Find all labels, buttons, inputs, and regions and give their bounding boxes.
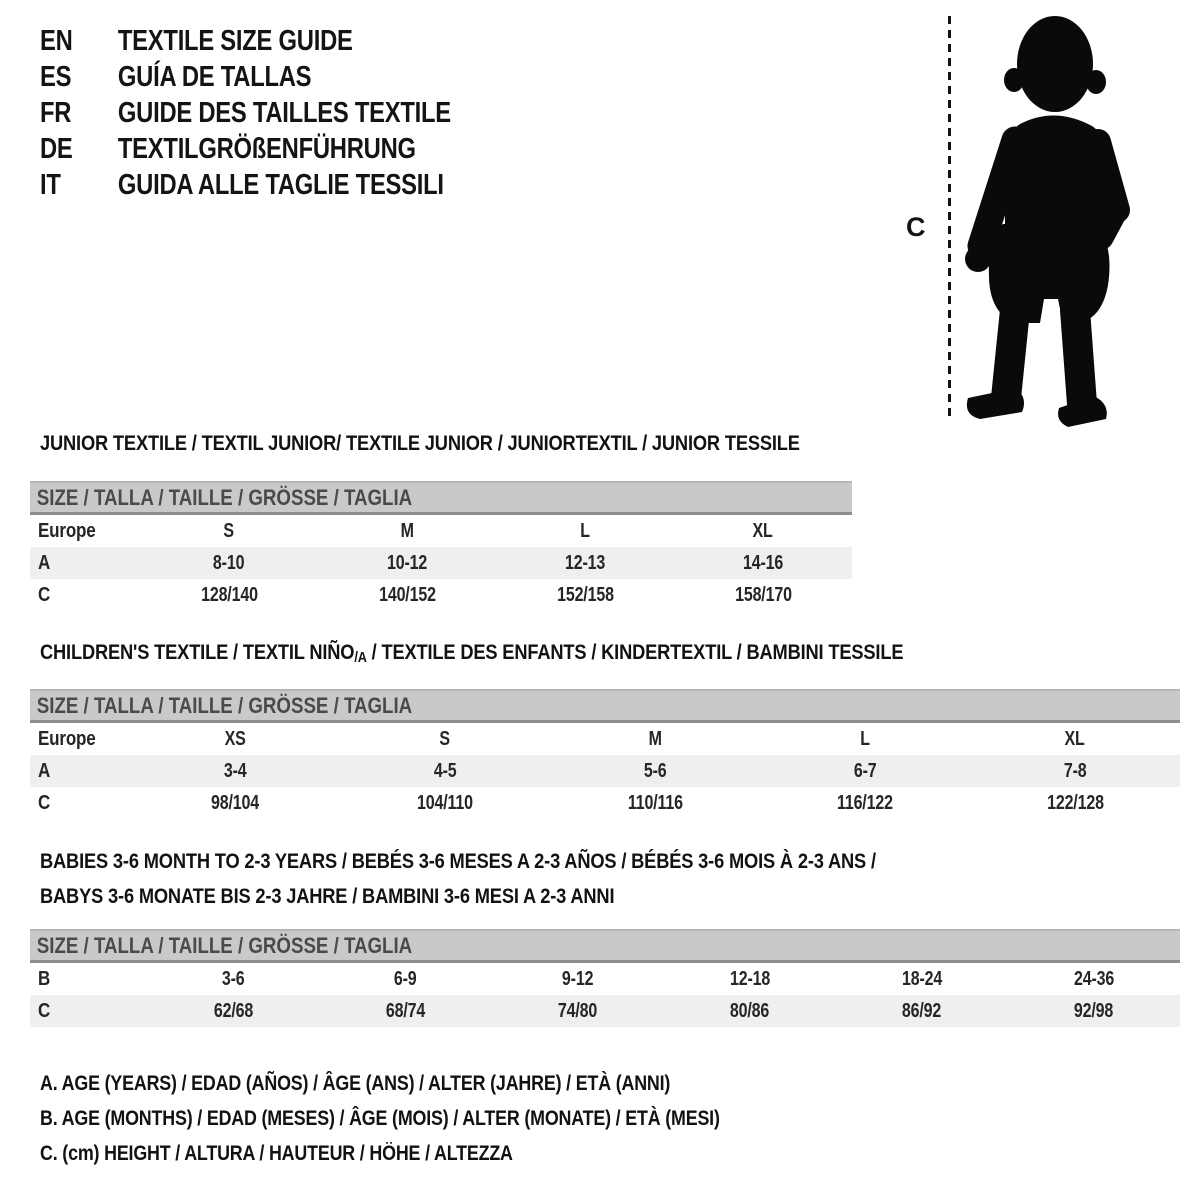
value-cell: 80/86 [729, 999, 770, 1022]
row-label-cell: C [38, 999, 51, 1022]
language-title-list [40, 23, 541, 203]
toddler-silhouette-icon [958, 12, 1138, 434]
size-cell: L [580, 519, 590, 542]
children-size-table [30, 689, 1180, 819]
size-cell: XL [752, 519, 774, 542]
value-cell: 110/116 [627, 791, 683, 814]
language-code: FR [40, 96, 72, 129]
value-cell: 18-24 [901, 967, 942, 990]
size-header-bar: SIZE / TALLA / TAILLE / GRÖSSE / TAGLIA [30, 689, 1180, 723]
value-cell: 92/98 [1074, 999, 1114, 1022]
legend-line-b: B. AGE (MONTHS) / EDAD (MESES) / ÂGE (MOIS) / ALTER (MONATE) / ETÀ (MESI) [40, 1106, 720, 1130]
legend-line-c: C. (cm) HEIGHT / ALTURA / HAUTEUR / HÖHE / ALTEZZA [40, 1141, 513, 1165]
value-cell: 122/128 [1046, 791, 1104, 814]
height-measure-label: C [906, 212, 926, 242]
size-cell: XS [224, 727, 246, 750]
table-row-age [30, 547, 852, 579]
value-cell: 10-12 [386, 551, 428, 574]
region-label-cell: Europe [38, 519, 96, 542]
guide-title: TEXTILGRÖßENFÜHRUNG [117, 132, 416, 165]
babies-size-table [30, 929, 1180, 1027]
guide-title: GUIDE DES TAILLES TEXTILE [117, 96, 451, 129]
value-cell: 62/68 [213, 999, 253, 1022]
value-cell: 5-6 [643, 759, 667, 782]
size-cell: L [860, 727, 870, 750]
table-row-months [30, 963, 1180, 995]
value-cell: 9-12 [561, 967, 594, 990]
value-cell: 128/140 [200, 583, 258, 606]
value-cell: 8-10 [213, 551, 245, 574]
legend-line-a: A. AGE (YEARS) / EDAD (AÑOS) / ÂGE (ANS) / ALTER (JAHRE) / ETÀ (ANNI) [40, 1071, 671, 1095]
value-cell: 12-13 [564, 551, 606, 574]
guide-title: GUIDA ALLE TAGLIE TESSILI [117, 168, 444, 201]
guide-title: GUÍA DE TALLAS [117, 60, 312, 93]
measurement-legend [40, 1066, 840, 1171]
region-label-cell: Europe [38, 727, 96, 750]
value-cell: 140/152 [378, 583, 436, 606]
value-cell: 3-6 [221, 967, 245, 990]
value-cell: 158/170 [734, 583, 792, 606]
value-cell: 14-16 [742, 551, 784, 574]
height-dashed-line [948, 16, 951, 418]
table-row-sizes [30, 723, 1180, 755]
size-header-bar: SIZE / TALLA / TAILLE / GRÖSSE / TAGLIA [30, 929, 1180, 963]
junior-size-table [30, 481, 852, 611]
language-row-fr [40, 95, 451, 131]
language-row-de [40, 131, 451, 167]
section-heading-babies: BABIES 3-6 MONTH TO 2-3 YEARS / BEBÉS 3-6 MESES A 2-3 AÑOS / BÉBÉS 3-6 MOIS À 2-3 ANS / BABYS 3-6 MONATE BIS 2-3 JAHRE / BAMBINI 3-6 MESI A 2-3 ANNI [40, 849, 876, 908]
size-cell: S [223, 519, 235, 542]
table-row-height [30, 995, 1180, 1027]
table-row-age [30, 755, 1180, 787]
language-row-it [40, 167, 451, 203]
size-cell: S [439, 727, 451, 750]
size-cell: M [648, 727, 662, 750]
value-cell: 12-18 [729, 967, 770, 990]
row-label-cell: B [38, 967, 51, 990]
language-code: DE [40, 132, 73, 165]
row-label-cell: A [38, 551, 51, 574]
table-row-height [30, 579, 852, 611]
value-cell: 6-7 [853, 759, 877, 782]
guide-title: TEXTILE SIZE GUIDE [117, 24, 353, 57]
language-code: IT [40, 168, 61, 201]
size-cell: M [400, 519, 414, 542]
size-cell: XL [1064, 727, 1086, 750]
value-cell: 24-36 [1073, 967, 1114, 990]
value-cell: 6-9 [393, 967, 417, 990]
nino-a-subscript: /A [354, 649, 367, 666]
table-row-sizes [30, 515, 852, 547]
language-row-en [40, 23, 451, 59]
row-label-cell: C [38, 583, 51, 606]
value-cell: 98/104 [210, 791, 259, 814]
row-label-cell: C [38, 791, 51, 814]
table-row-height [30, 787, 1180, 819]
language-row-es [40, 59, 451, 95]
value-cell: 7-8 [1063, 759, 1087, 782]
size-header-bar: SIZE / TALLA / TAILLE / GRÖSSE / TAGLIA [30, 481, 852, 515]
language-code: EN [40, 24, 73, 57]
section-heading-junior: JUNIOR TEXTILE / TEXTIL JUNIOR/ TEXTILE JUNIOR / JUNIORTEXTIL / JUNIOR TESSILE [40, 431, 800, 455]
value-cell: 104/110 [417, 791, 473, 814]
value-cell: 86/92 [902, 999, 942, 1022]
value-cell: 3-4 [223, 759, 247, 782]
section-heading-children: CHILDREN'S TEXTILE / TEXTIL NIÑO/A / TEXTILE DES ENFANTS / KINDERTEXTIL / BAMBINI TESSILE [40, 640, 904, 666]
value-cell: 68/74 [385, 999, 425, 1022]
value-cell: 74/80 [557, 999, 598, 1022]
value-cell: 116/122 [837, 791, 893, 814]
value-cell: 4-5 [433, 759, 457, 782]
row-label-cell: A [38, 759, 51, 782]
value-cell: 152/158 [556, 583, 614, 606]
language-code: ES [40, 60, 72, 93]
